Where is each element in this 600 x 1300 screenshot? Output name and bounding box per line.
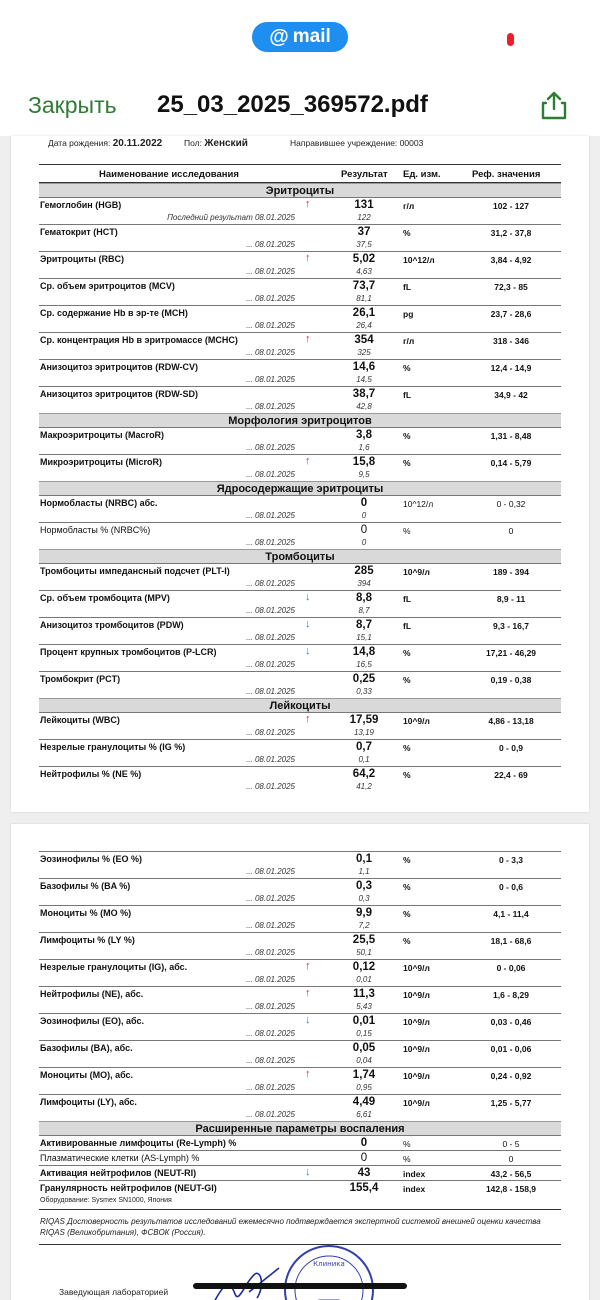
previous-result-date: ... 08.01.2025 <box>246 728 295 737</box>
test-name: Активированные лимфоциты (Re-Lymph) % <box>40 1138 237 1148</box>
test-name: Процент крупных тромбоцитов (P-LCR) <box>40 647 217 657</box>
test-name: Тромбоциты импедансный подсчет (PLT-I) <box>40 566 230 576</box>
result-value: 14,6 <box>352 361 376 373</box>
previous-result-value: 50,1 <box>356 948 372 957</box>
result-row <box>39 1150 561 1165</box>
result-row <box>39 224 561 251</box>
test-name: Ср. содержание Hb в эр-те (MCH) <box>40 308 188 318</box>
result-value: 8,8 <box>356 592 372 604</box>
previous-result-date: ... 08.01.2025 <box>246 538 295 547</box>
previous-result-date: ... 08.01.2025 <box>246 240 295 249</box>
previous-result-value: 0,1 <box>358 755 370 764</box>
reference-range: 0,03 - 0,46 <box>490 1017 532 1027</box>
reference-range: 1,31 - 8,48 <box>490 431 532 441</box>
result-row <box>39 644 561 671</box>
previous-result-date: ... 08.01.2025 <box>246 755 295 764</box>
test-name: Ср. объем эритроцитов (MCV) <box>40 281 175 291</box>
test-name: Микроэритроциты (MicroR) <box>40 457 162 467</box>
section-header: Морфология эритроцитов <box>39 413 561 427</box>
result-value: 15,8 <box>352 456 376 468</box>
top-bar <box>0 0 600 136</box>
test-name: Анизоцитоз тромбоцитов (PDW) <box>40 620 184 630</box>
mail-badge[interactable] <box>252 22 348 52</box>
previous-result-value: 7,2 <box>358 921 370 930</box>
test-name: Нейтрофилы (NE), абс. <box>40 989 144 999</box>
previous-result-date: ... 08.01.2025 <box>246 348 295 357</box>
reference-range: 102 - 127 <box>493 201 529 211</box>
result-value: 0,7 <box>356 741 372 753</box>
previous-result-value: 0 <box>361 511 367 520</box>
previous-result-date: ... 08.01.2025 <box>246 687 295 696</box>
result-value: 0,05 <box>352 1042 376 1054</box>
reference-range: 0,14 - 5,79 <box>490 458 532 468</box>
stamp-text: Клиника <box>313 1260 345 1268</box>
reference-range: 1,25 - 5,77 <box>490 1098 532 1108</box>
unit: % <box>403 1154 411 1164</box>
test-name: Лимфоциты % (LY %) <box>40 935 135 945</box>
test-name: Нормобласты % (NRBC%) <box>40 525 151 535</box>
close-button[interactable]: Закрыть <box>28 92 117 118</box>
previous-result-date: ... 08.01.2025 <box>246 633 295 642</box>
reference-range: 0 <box>508 1154 514 1164</box>
previous-result-date: ... 08.01.2025 <box>246 921 295 930</box>
reference-range: 22,4 - 69 <box>494 770 528 780</box>
result-value: 285 <box>354 565 374 577</box>
reference-range: 3,84 - 4,92 <box>490 255 532 265</box>
reference-range: 43,2 - 56,5 <box>490 1169 532 1179</box>
reference-range: 34,9 - 42 <box>494 390 528 400</box>
previous-result-date: ... 08.01.2025 <box>246 402 295 411</box>
arrow-up-icon: ↑ <box>305 252 311 264</box>
previous-result-value: 6,61 <box>356 1110 372 1119</box>
arrow-up-icon: ↑ <box>305 1068 311 1080</box>
result-value: 8,7 <box>356 619 372 631</box>
unit: 10^9/л <box>403 1017 430 1027</box>
arrow-up-icon: ↑ <box>305 198 311 210</box>
result-value: 0,12 <box>352 961 376 973</box>
result-value: 1,74 <box>352 1069 376 1081</box>
test-name: Эритроциты (RBC) <box>40 254 124 264</box>
arrow-up-icon: ↑ <box>305 960 311 972</box>
section-header: Лейкоциты <box>39 698 561 712</box>
reference-range: 17,21 - 46,29 <box>485 648 537 658</box>
previous-result-date: ... 08.01.2025 <box>246 470 295 479</box>
quality-note: RIQAS Достоверность результатов исследований ежемесячно подтверждается экспертной системой внешней оценки качества RIQAS (Великобритания), ФСВОК (Россия). <box>39 1209 561 1245</box>
reference-range: 4,1 - 11,4 <box>493 909 529 919</box>
pdf-page-2 <box>11 824 589 1300</box>
result-value: 0,01 <box>352 1015 376 1027</box>
previous-result-date: ... 08.01.2025 <box>246 375 295 384</box>
unit: fL <box>403 621 412 631</box>
previous-result-value: 122 <box>357 213 371 222</box>
test-name: Гемоглобин (HGB) <box>40 200 122 210</box>
reference-range: 0,01 - 0,06 <box>490 1044 532 1054</box>
result-value: 0,25 <box>352 673 376 685</box>
reference-range: 1,6 - 8,29 <box>493 990 529 1000</box>
arrow-down-icon: ↓ <box>305 1166 311 1178</box>
result-row <box>39 1013 561 1040</box>
result-value: 43 <box>357 1167 371 1179</box>
recording-indicator-icon <box>507 33 514 46</box>
mail-badge-label: mail <box>292 26 331 47</box>
test-name: Базофилы (BA), абс. <box>40 1043 133 1053</box>
reference-range: 18,1 - 68,6 <box>490 936 532 946</box>
reference-range: 0 <box>508 526 514 536</box>
previous-result-value: 15,1 <box>356 633 372 642</box>
previous-result-value: 14,5 <box>356 375 372 384</box>
result-row <box>39 1067 561 1094</box>
result-row <box>39 590 561 617</box>
unit: % <box>403 1139 411 1149</box>
result-value: 64,2 <box>352 768 376 780</box>
results-table-page-1 <box>39 183 561 793</box>
unit: % <box>403 458 411 468</box>
unit: 10^9/л <box>403 990 430 1000</box>
test-name: Активация нейтрофилов (NEUT-RI) <box>40 1168 197 1178</box>
unit: % <box>403 363 411 373</box>
previous-result-date: ... 08.01.2025 <box>246 1029 295 1038</box>
result-row <box>39 739 561 766</box>
result-row <box>39 427 561 454</box>
previous-result-date: ... 08.01.2025 <box>246 579 295 588</box>
result-row <box>39 671 561 698</box>
previous-result-value: 394 <box>357 579 371 588</box>
unit: 10^12/л <box>403 255 435 265</box>
result-value: 25,5 <box>352 934 376 946</box>
previous-result-date: ... 08.01.2025 <box>246 511 295 520</box>
result-value: 14,8 <box>352 646 376 658</box>
test-name: Эозинофилы (EO), абс. <box>40 1016 144 1026</box>
share-icon[interactable] <box>540 90 568 120</box>
unit: 10^9/л <box>403 716 430 726</box>
at-icon: @ <box>269 25 289 48</box>
previous-result-date: ... 08.01.2025 <box>246 975 295 984</box>
reference-range: 318 - 346 <box>493 336 529 346</box>
test-name: Нормобласты (NRBC) абс. <box>40 498 158 508</box>
result-value: 17,59 <box>349 714 379 726</box>
previous-result-value: 26,4 <box>356 321 372 330</box>
result-value: 0,1 <box>356 853 372 865</box>
result-row <box>39 766 561 793</box>
reference-range: 0 - 0,06 <box>496 963 526 973</box>
table-header <box>39 164 561 183</box>
result-value: 131 <box>354 199 374 211</box>
reference-range: 0 - 0,6 <box>498 882 524 892</box>
arrow-up-icon: ↑ <box>305 987 311 999</box>
test-name: Гематокрит (HCT) <box>40 227 118 237</box>
sex: Пол: Женский <box>184 138 248 149</box>
previous-result-value: 42,8 <box>356 402 372 411</box>
unit: fL <box>403 390 412 400</box>
previous-result-value: 0,95 <box>356 1083 372 1092</box>
test-name: Нейтрофилы % (NE %) <box>40 769 142 779</box>
results-table-page-2 <box>39 851 561 1245</box>
previous-result-value: 9,5 <box>358 470 370 479</box>
test-name: Плазматические клетки (AS-Lymph) % <box>40 1153 200 1163</box>
result-value: 38,7 <box>352 388 376 400</box>
reference-range: 23,7 - 28,6 <box>490 309 532 319</box>
section-header: Тромбоциты <box>39 549 561 563</box>
dob: Дата рождения: 20.11.2022 <box>48 138 163 149</box>
result-row <box>39 522 561 549</box>
result-row <box>39 197 561 224</box>
col-result: Результат <box>341 169 388 180</box>
result-row <box>39 454 561 481</box>
section-header: Расширенные параметры воспаления <box>39 1121 561 1135</box>
arrow-up-icon: ↑ <box>305 455 311 467</box>
result-row <box>39 1165 561 1180</box>
previous-result-date: ... 08.01.2025 <box>246 660 295 669</box>
result-value: 0 <box>360 1152 368 1164</box>
reference-range: 4,86 - 13,18 <box>488 716 534 726</box>
previous-result-date: ... 08.01.2025 <box>246 1002 295 1011</box>
unit: % <box>403 675 411 685</box>
unit: fL <box>403 594 412 604</box>
unit: pg <box>403 309 414 319</box>
result-row <box>39 563 561 590</box>
previous-result-value: 1,6 <box>358 443 370 452</box>
previous-result-date: ... 08.01.2025 <box>246 1110 295 1119</box>
reference-range: 9,3 - 16,7 <box>493 621 529 631</box>
previous-result-date: ... 08.01.2025 <box>246 867 295 876</box>
result-row <box>39 305 561 332</box>
result-value: 0,3 <box>356 880 372 892</box>
previous-result-date: ... 08.01.2025 <box>246 443 295 452</box>
result-value: 11,3 <box>353 988 375 1000</box>
result-value: 354 <box>354 334 374 346</box>
result-row <box>39 278 561 305</box>
previous-result-date: ... 08.01.2025 <box>246 894 295 903</box>
reference-range: 0 - 5 <box>502 1139 520 1149</box>
unit: % <box>403 743 411 753</box>
test-name: Базофилы % (BA %) <box>40 881 131 891</box>
previous-result-date: ... 08.01.2025 <box>246 782 295 791</box>
previous-result-value: 0 <box>361 538 367 547</box>
arrow-down-icon: ↓ <box>305 1014 311 1026</box>
previous-result-value: 0,01 <box>356 975 372 984</box>
previous-result-date: ... 08.01.2025 <box>246 1056 295 1065</box>
signature-label: Заведующая лабораторией <box>59 1287 169 1297</box>
result-row <box>39 359 561 386</box>
unit: % <box>403 882 411 892</box>
result-row <box>39 1040 561 1067</box>
result-value: 3,8 <box>356 429 372 441</box>
previous-result-value: 0,04 <box>356 1056 372 1065</box>
unit: 10^9/л <box>403 567 430 577</box>
referring-institution: Направившее учреждение: 00003 <box>290 138 424 148</box>
previous-result-value: 325 <box>357 348 371 357</box>
previous-result-value: 4,63 <box>356 267 372 276</box>
unit: % <box>403 770 411 780</box>
result-row <box>39 712 561 739</box>
result-row <box>39 332 561 359</box>
result-row <box>39 1135 561 1150</box>
unit: г/л <box>403 201 415 211</box>
unit: 10^9/л <box>403 1071 430 1081</box>
result-value: 0 <box>360 1137 368 1149</box>
pdf-viewer[interactable] <box>0 136 600 1300</box>
unit: % <box>403 936 411 946</box>
equipment-note: Оборудование: Sysmex SN1000, Япония <box>40 1197 172 1204</box>
previous-result-date: ... 08.01.2025 <box>246 294 295 303</box>
unit: 10^9/л <box>403 1044 430 1054</box>
result-row <box>39 617 561 644</box>
test-name: Моноциты (MO), абс. <box>40 1070 134 1080</box>
result-row <box>39 386 561 413</box>
result-value: 4,49 <box>352 1096 376 1108</box>
clinic-stamp <box>281 1242 377 1300</box>
reference-range: 0,24 - 0,92 <box>490 1071 532 1081</box>
previous-result-value: 1,1 <box>358 867 370 876</box>
previous-result-date: ... 08.01.2025 <box>246 948 295 957</box>
previous-result-date: ... 08.01.2025 <box>246 1083 295 1092</box>
arrow-up-icon: ↑ <box>305 333 311 345</box>
home-indicator[interactable] <box>193 1283 407 1289</box>
reference-range: 142,8 - 158,9 <box>485 1184 537 1194</box>
col-name: Наименование исследования <box>99 169 239 180</box>
unit: index <box>403 1184 426 1194</box>
previous-result-value: 81,1 <box>356 294 372 303</box>
reference-range: 72,3 - 85 <box>494 282 528 292</box>
reference-range: 0,19 - 0,38 <box>490 675 532 685</box>
result-row <box>39 1094 561 1121</box>
result-value: 26,1 <box>352 307 376 319</box>
test-name: Лимфоциты (LY), абс. <box>40 1097 137 1107</box>
previous-result-value: 37,5 <box>356 240 372 249</box>
unit: 10^9/л <box>403 963 430 973</box>
previous-result-value: 0,3 <box>358 894 370 903</box>
result-value: 37 <box>357 226 371 238</box>
pdf-page-1 <box>11 136 589 812</box>
result-value: 0 <box>360 524 368 536</box>
result-row <box>39 905 561 932</box>
test-name: Макроэритроциты (MacroR) <box>40 430 165 440</box>
result-row <box>39 878 561 905</box>
unit: % <box>403 431 411 441</box>
test-name: Тромбокрит (PCT) <box>40 674 121 684</box>
previous-result-value: 0,15 <box>356 1029 372 1038</box>
arrow-down-icon: ↓ <box>305 618 311 630</box>
result-value: 9,9 <box>356 907 372 919</box>
arrow-down-icon: ↓ <box>305 645 311 657</box>
arrow-down-icon: ↓ <box>305 591 311 603</box>
test-name: Анизоцитоз эритроцитов (RDW-CV) <box>40 362 199 372</box>
reference-range: 0 - 0,32 <box>496 499 526 509</box>
previous-result-date: ... 08.01.2025 <box>246 267 295 276</box>
unit: % <box>403 228 411 238</box>
reference-range: 189 - 394 <box>493 567 529 577</box>
section-header: Ядросодержащие эритроциты <box>39 481 561 495</box>
reference-range: 0 - 0,9 <box>498 743 524 753</box>
test-name: Эозинофилы % (EO %) <box>40 854 143 864</box>
test-name: Незрелые гранулоциты % (IG %) <box>40 742 186 752</box>
result-row <box>39 851 561 878</box>
previous-result-value: 5,43 <box>356 1002 372 1011</box>
test-name: Лейкоциты (WBC) <box>40 715 120 725</box>
test-name: Анизоцитоз эритроцитов (RDW-SD) <box>40 389 199 399</box>
previous-result-date: ... 08.01.2025 <box>246 606 295 615</box>
test-name: Ср. концентрация Hb в эритромассе (MCHC) <box>40 335 238 345</box>
result-value: 73,7 <box>352 280 376 292</box>
signature-scribble <box>205 1264 285 1300</box>
unit: 10^12/л <box>403 499 434 509</box>
arrow-up-icon: ↑ <box>305 713 311 725</box>
col-ref: Реф. значения <box>472 169 541 180</box>
result-row <box>39 495 561 522</box>
unit: index <box>403 1169 426 1179</box>
previous-result-date: ... 08.01.2025 <box>246 321 295 330</box>
result-row <box>39 959 561 986</box>
result-row <box>39 986 561 1013</box>
reference-range: 0 - 3,3 <box>498 855 524 865</box>
file-title: 25_03_2025_369572.pdf <box>157 91 428 118</box>
previous-result-value: 8,7 <box>358 606 370 615</box>
test-name: Ср. объем тромбоцита (MPV) <box>40 593 170 603</box>
unit: г/л <box>403 336 415 346</box>
test-name: Моноциты % (MO %) <box>40 908 132 918</box>
previous-result-value: 13,19 <box>353 728 375 737</box>
col-unit: Ед. изм. <box>403 169 441 180</box>
result-value: 5,02 <box>352 253 376 265</box>
previous-result-date: Последний результат 08.01.2025 <box>167 213 295 222</box>
section-header: Эритроциты <box>39 183 561 197</box>
reference-range: 31,2 - 37,8 <box>490 228 532 238</box>
unit: % <box>403 648 411 658</box>
previous-result-value: 16,5 <box>356 660 372 669</box>
unit: % <box>403 909 411 919</box>
result-row <box>39 1180 561 1195</box>
previous-result-value: 0,33 <box>356 687 372 696</box>
unit: fL <box>403 282 412 292</box>
unit: % <box>403 855 411 865</box>
test-name: Гранулярность нейтрофилов (NEUT-GI) <box>40 1183 217 1193</box>
result-row <box>39 251 561 278</box>
result-row <box>39 932 561 959</box>
result-value: 155,4 <box>349 1182 379 1194</box>
reference-range: 12,4 - 14,9 <box>490 363 532 373</box>
previous-result-value: 41,2 <box>356 782 372 791</box>
unit: % <box>403 526 411 536</box>
unit: 10^9/л <box>403 1098 430 1108</box>
result-value: 0 <box>360 497 368 509</box>
reference-range: 8,9 - 11 <box>496 594 526 604</box>
test-name: Незрелые гранулоциты (IG), абс. <box>40 962 188 972</box>
